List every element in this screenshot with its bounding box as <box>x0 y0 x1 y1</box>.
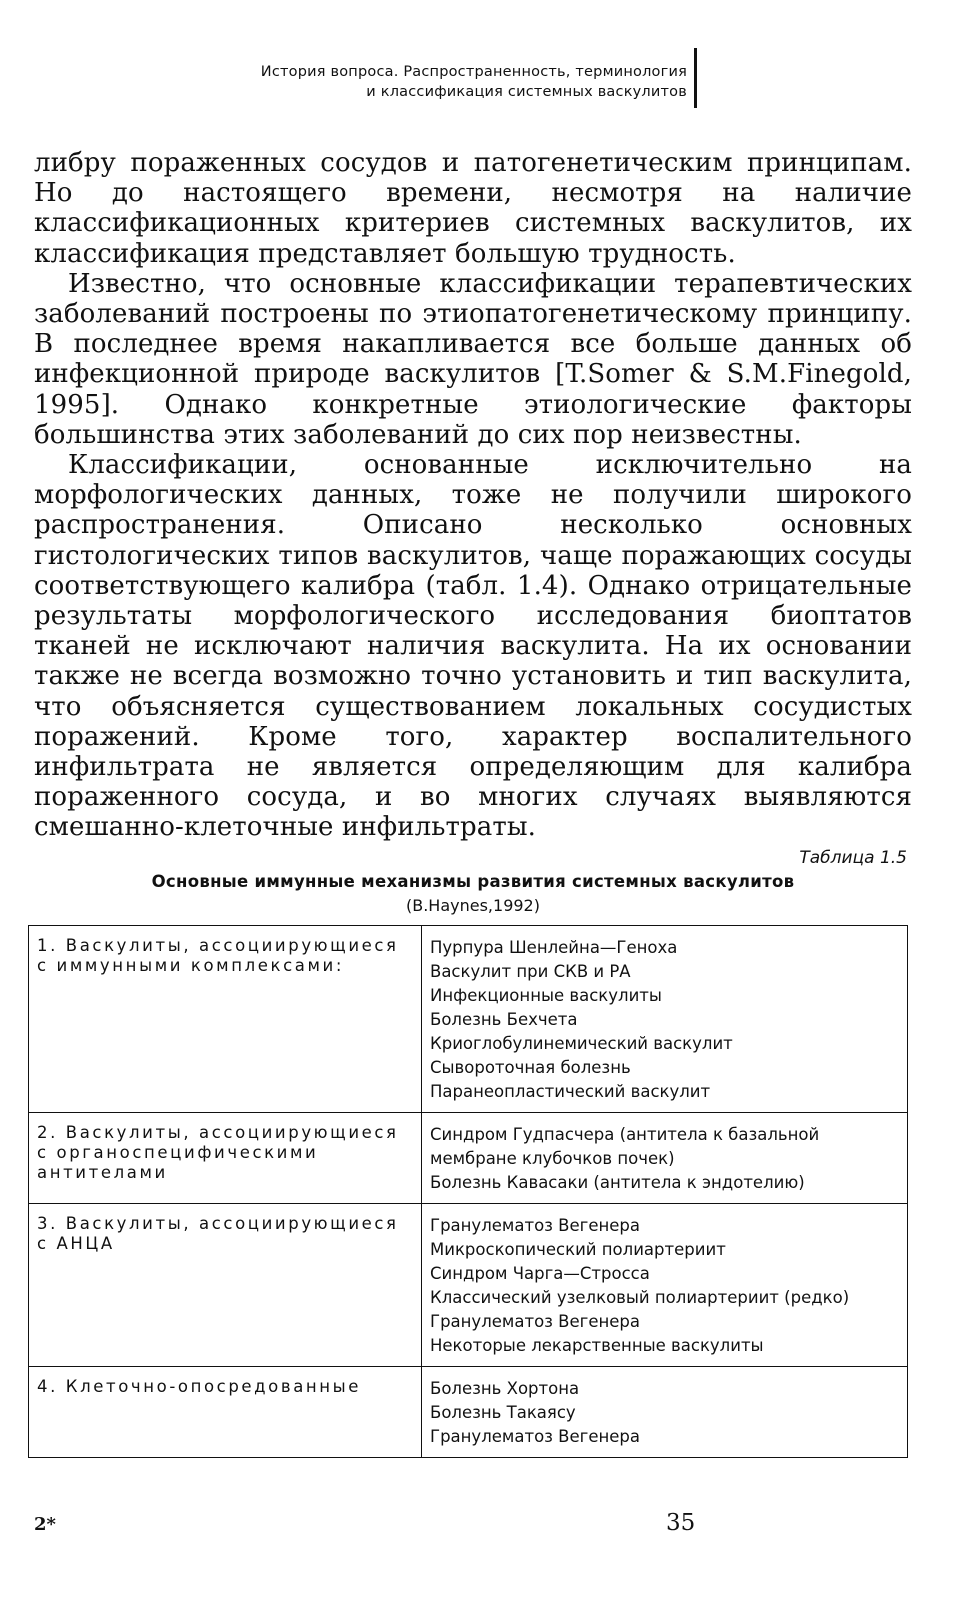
list-item: Пурпура Шенлейна—Геноха <box>430 938 678 957</box>
table-title: Основные иммунные механизмы развития системных васкулитов <box>151 872 795 891</box>
row-category: 4. Клеточно-опосредованные <box>29 1367 422 1458</box>
page-number: 35 <box>666 1510 696 1536</box>
list-item: Болезнь Хортона <box>430 1379 580 1398</box>
list-item: Криоглобулинемический васкулит <box>430 1034 733 1053</box>
row-category: 2. Васкулиты, ассоциирующиеся с органоспецифическими антителами <box>29 1113 422 1204</box>
list-item: Болезнь Такаясу <box>430 1403 576 1422</box>
list-item: Синдром Гудпасчера (антитела к базальной <box>430 1125 820 1144</box>
list-item: Сывороточная болезнь <box>430 1058 631 1077</box>
list-item: Гранулематоз Вегенера <box>430 1427 640 1446</box>
list-item: Васкулит при СКВ и РА <box>430 962 631 981</box>
table-source: (B.Haynes,1992) <box>406 896 540 915</box>
table-row <box>29 1204 908 1367</box>
list-item: Микроскопический полиартериит <box>430 1240 726 1259</box>
list-item: Болезнь Бехчета <box>430 1010 578 1029</box>
list-item: Классический узелковый полиартериит (редко) <box>430 1288 850 1307</box>
running-head-line-1: История вопроса. Распространенность, терминология <box>260 64 687 80</box>
row-items <box>422 1367 908 1458</box>
list-item: Гранулематоз Вегенера <box>430 1216 640 1235</box>
row-category: 3. Васкулиты, ассоциирующиеся с АНЦА <box>29 1204 422 1367</box>
paragraph-3: Классификации, основанные исключительно на морфологических данных, тоже не получили широкого распространения. Описано несколько основных гистологических типов васкулитов, чаще поражающих сосуды соответствующего калибра (табл. 1.4). Однако отрицательные результаты морфологического исследования биоптатов тканей не исключают наличия васкулита. На их основании также не всегда возможно точно установить и тип васкулита, что объясняется существованием локальных сосудистых поражений. Кроме того, характер воспалительного инфильтрата не является определяющим для калибра пораженного сосуда, и во многих случаях выявляются смешанно-клеточные инфильтраты. <box>34 450 912 843</box>
signature-mark: 2* <box>34 1514 56 1535</box>
list-item: Гранулематоз Вегенера <box>430 1312 640 1331</box>
list-item: Болезнь Кавасаки (антитела к эндотелию) <box>430 1173 805 1192</box>
table-row <box>29 1367 908 1458</box>
row-items <box>422 1113 908 1204</box>
table-row <box>29 1113 908 1204</box>
list-item: Инфекционные васкулиты <box>430 986 662 1005</box>
table-caption: Таблица 1.5 <box>799 848 907 868</box>
mechanisms-table <box>28 925 908 1458</box>
list-item: мембране клубочков почек) <box>430 1149 675 1168</box>
list-item: Паранеопластический васкулит <box>430 1082 711 1101</box>
list-item: Некоторые лекарственные васкулиты <box>430 1336 764 1355</box>
table-row <box>29 926 908 1113</box>
row-items <box>422 926 908 1113</box>
row-category: 1. Васкулиты, ассоциирующиеся с иммунными комплексами: <box>29 926 422 1113</box>
running-head <box>127 62 687 102</box>
list-item: Синдром Чарга—Стросса <box>430 1264 650 1283</box>
paragraph-1: либру пораженных сосудов и патогенетическим принципам. Но до настоящего времени, несмотря на наличие классификационных критериев системных васкулитов, их классификация представляет большую трудность. <box>34 148 912 269</box>
running-head-rule <box>694 48 697 108</box>
running-head-line-2: и классификация системных васкулитов <box>366 84 687 100</box>
body-text <box>34 148 912 843</box>
row-items <box>422 1204 908 1367</box>
paragraph-2: Известно, что основные классификации терапевтических заболеваний построены по этиопатогенетическому принципу. В последнее время накапливается все больше данных об инфекционной природе васкулитов [T.Somer & S.M.Finegold, 1995]. Однако конкретные этиологические факторы большинства этих заболеваний до сих пор неизвестны. <box>34 268 912 450</box>
